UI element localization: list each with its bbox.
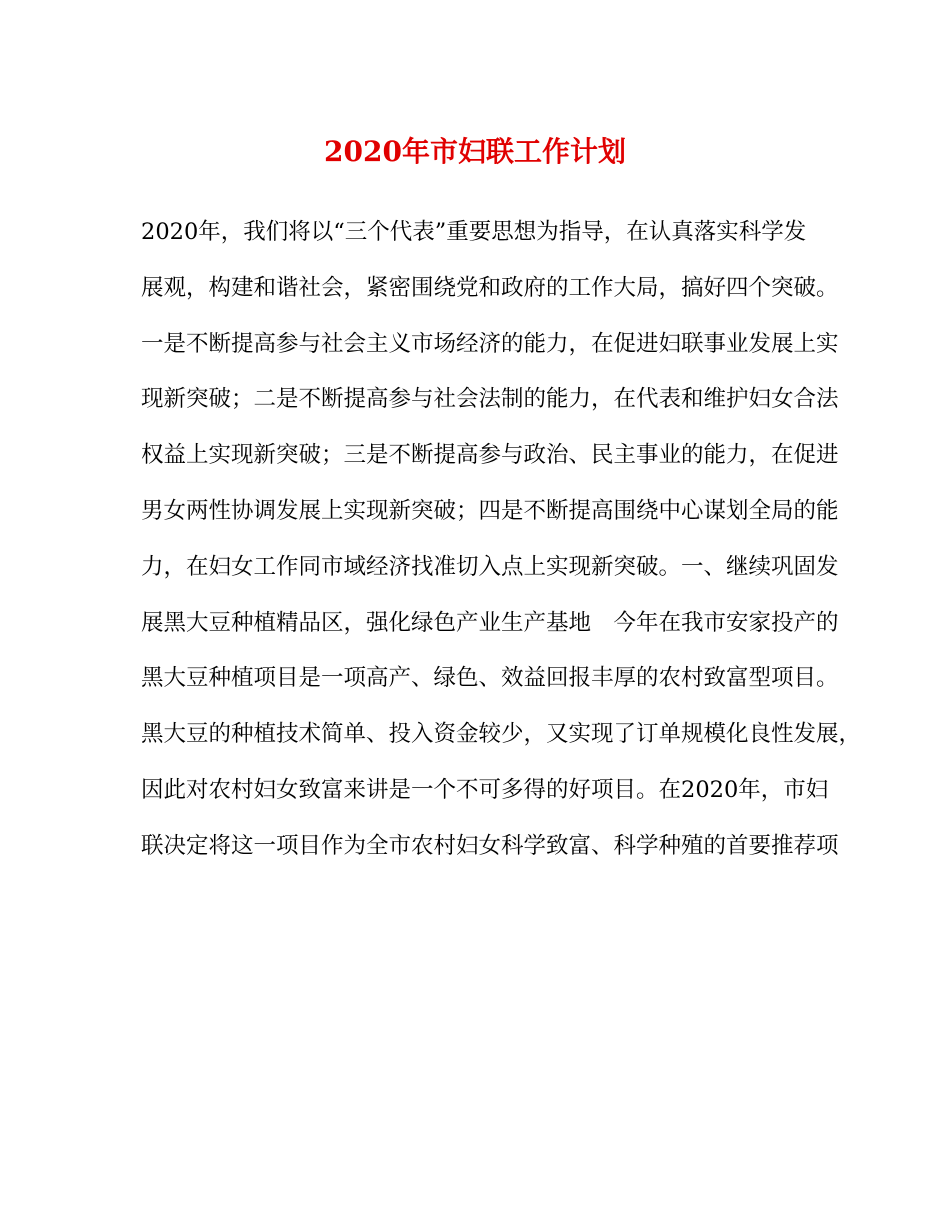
body-line: 力，在妇女工作同市域经济找准切入点上实现新突破。一、继续巩固发 [141, 553, 839, 580]
body-line: 展黑大豆种植精品区，强化绿色产业生产基地 今年在我市安家投产的 [141, 609, 839, 636]
body-line: 2020年，我们将以“三个代表”重要思想为指导，在认真落实科学发 [141, 219, 807, 245]
body-line: 联决定将这一项目作为全市农村妇女科学致富、科学种殖的首要推荐项 [141, 832, 839, 859]
body-line: 因此对农村妇女致富来讲是一个不可多得的好项目。在2020年，市妇 [141, 776, 829, 803]
body-line: 展观，构建和谐社会，紧密围绕党和政府的工作大局，搞好四个突破。 [141, 274, 839, 301]
body-text [141, 210, 862, 880]
body-line: 一是不断提高参与社会主义市场经济的能力，在促进妇联事业发展上实 [141, 330, 839, 357]
body-line: 黑大豆种植项目是一项高产、绿色、效益回报丰厚的农村致富型项目。 [141, 665, 839, 692]
body-line: 黑大豆的种植技术简单、投入资金较少，又实现了订单规模化良性发展， [141, 721, 862, 748]
body-line: 权益上实现新突破；三是不断提高参与政治、民主事业的能力，在促进 [141, 442, 839, 469]
body-line: 现新突破；二是不断提高参与社会法制的能力，在代表和维护妇女合法 [141, 386, 839, 413]
page-title: 2020年市妇联工作计划 [324, 135, 626, 168]
body-line: 男女两性协调发展上实现新突破；四是不断提高围绕中心谋划全局的能 [141, 497, 839, 524]
